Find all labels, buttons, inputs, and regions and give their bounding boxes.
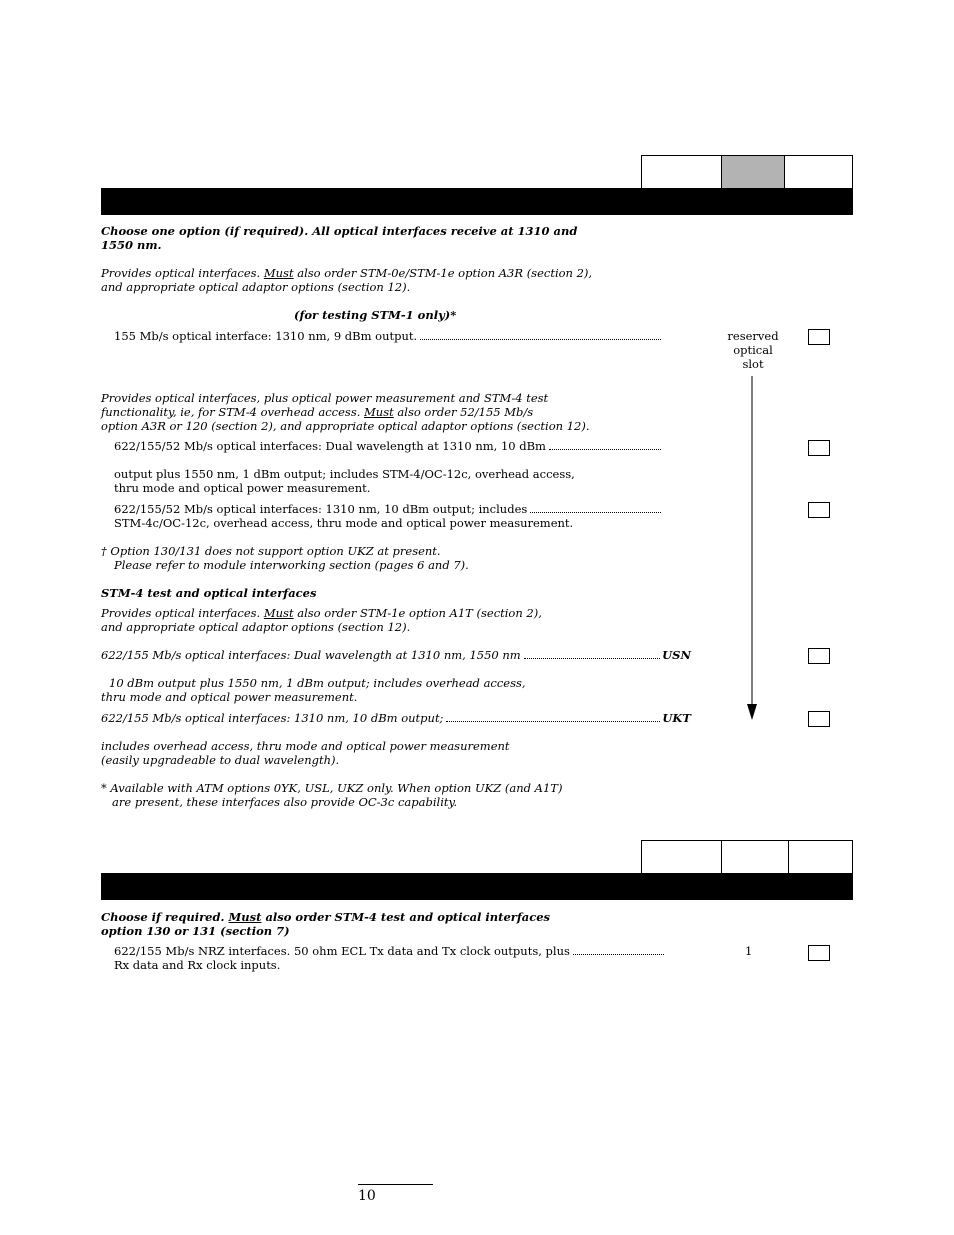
reserved-label-3: slot	[742, 357, 764, 371]
item-ukt-line3: (easily upgradeable to dual wavelength).	[101, 753, 340, 767]
item-nrz: 622/155 Mb/s NRZ interfaces. 50 ohm ECL Tx data and Tx clock outputs, plus	[114, 944, 666, 958]
para3-line1: Provides optical interfaces. Must also order STM-1e option A1T (section 2),	[101, 606, 542, 620]
item-622-dual: 622/155/52 Mb/s optical interfaces: Dual wavelength at 1310 nm, 10 dBm	[114, 439, 663, 453]
checkbox-nrz[interactable]	[808, 945, 830, 961]
item-622-1310: 622/155/52 Mb/s optical interfaces: 1310 nm, 10 dBm output; includes	[114, 502, 663, 516]
checkbox-ukt[interactable]	[808, 711, 830, 727]
item-usn: 622/155 Mb/s optical interfaces: Dual wavelength at 1310 nm, 1550 nm USN	[101, 648, 691, 662]
para2-line3: option A3R or 120 (section 2), and appropriate optical adaptor options (section 12).	[101, 419, 590, 433]
reserved-slot-arrow	[742, 374, 762, 722]
header-cell-1	[641, 155, 722, 189]
section2-intro: Choose if required. Must also order STM-4 test and optical interfaces	[101, 910, 551, 924]
section2-header-bar	[101, 873, 853, 900]
section1-intro-cont: 1550 nm.	[101, 238, 162, 252]
para2-line1: Provides optical interfaces, plus optical power measurement and STM-4 test	[101, 391, 549, 405]
section2-intro-cont: option 130 or 131 (section 7)	[101, 924, 290, 938]
note-asterisk-line1: * Available with ATM options 0YK, USL, UKZ only. When option UKZ (and A1T)	[101, 781, 563, 795]
slot-count: 1	[745, 944, 753, 958]
checkbox-item-155-optical[interactable]	[808, 329, 830, 345]
para1-line1: Provides optical interfaces. Must also order STM-0e/STM-1e option A3R (section 2),	[101, 266, 593, 280]
reserved-label-2: optical	[733, 343, 773, 357]
item-622-dual-line3: thru mode and optical power measurement.	[114, 481, 371, 495]
note-dagger-line1: † Option 130/131 does not support option UKZ at present.	[101, 544, 441, 558]
para1-line2: and appropriate optical adaptor options (section 12).	[101, 280, 411, 294]
checkbox-item-622-1310[interactable]	[808, 502, 830, 518]
section1-intro: Choose one option (if required). All optical interfaces receive at 1310 and	[101, 224, 578, 238]
header2-cell-2	[721, 840, 789, 874]
item-ukt: 622/155 Mb/s optical interfaces: 1310 nm, 10 dBm output; UKT	[101, 711, 691, 725]
checkbox-item-622-dual[interactable]	[808, 440, 830, 456]
item-622-1310-line2: STM-4c/OC-12c, overhead access, thru mode and optical power measurement.	[114, 516, 574, 530]
para3-line2: and appropriate optical adaptor options (section 12).	[101, 620, 411, 634]
header-cell-3	[784, 155, 853, 189]
checkbox-usn[interactable]	[808, 648, 830, 664]
page-number: 10	[358, 1188, 376, 1204]
para2-line2: functionality, ie, for STM-4 overhead access. Must also order 52/155 Mb/s	[101, 405, 534, 419]
note-asterisk-line2: are present, these interfaces also provide OC-3c capability.	[112, 795, 458, 809]
item-622-dual-line2: output plus 1550 nm, 1 dBm output; includes STM-4/OC-12c, overhead access,	[114, 467, 575, 481]
header-cell-2-shaded	[721, 155, 785, 189]
item-ukt-line2: includes overhead access, thru mode and optical power measurement	[101, 739, 510, 753]
stm4-heading: STM-4 test and optical interfaces	[101, 586, 317, 600]
option-code-usn: USN	[662, 648, 691, 662]
header2-cell-3	[788, 840, 853, 874]
header2-cell-1	[641, 840, 722, 874]
item-nrz-line2: Rx data and Rx clock inputs.	[114, 958, 281, 972]
item-usn-line2: 10 dBm output plus 1550 nm, 1 dBm output; includes overhead access,	[109, 676, 526, 690]
footer-rule	[358, 1184, 433, 1185]
option-code-ukt: UKT	[662, 711, 691, 725]
note-dagger-line2: Please refer to module interworking section (pages 6 and 7).	[114, 558, 469, 572]
section-header-bar	[101, 188, 853, 215]
item-usn-line3: thru mode and optical power measurement.	[101, 690, 358, 704]
item-155-optical: 155 Mb/s optical interface: 1310 nm, 9 dBm output.	[114, 329, 663, 343]
reserved-label-1: reserved	[727, 329, 779, 343]
stm1-subheading: (for testing STM-1 only)*	[294, 308, 457, 322]
